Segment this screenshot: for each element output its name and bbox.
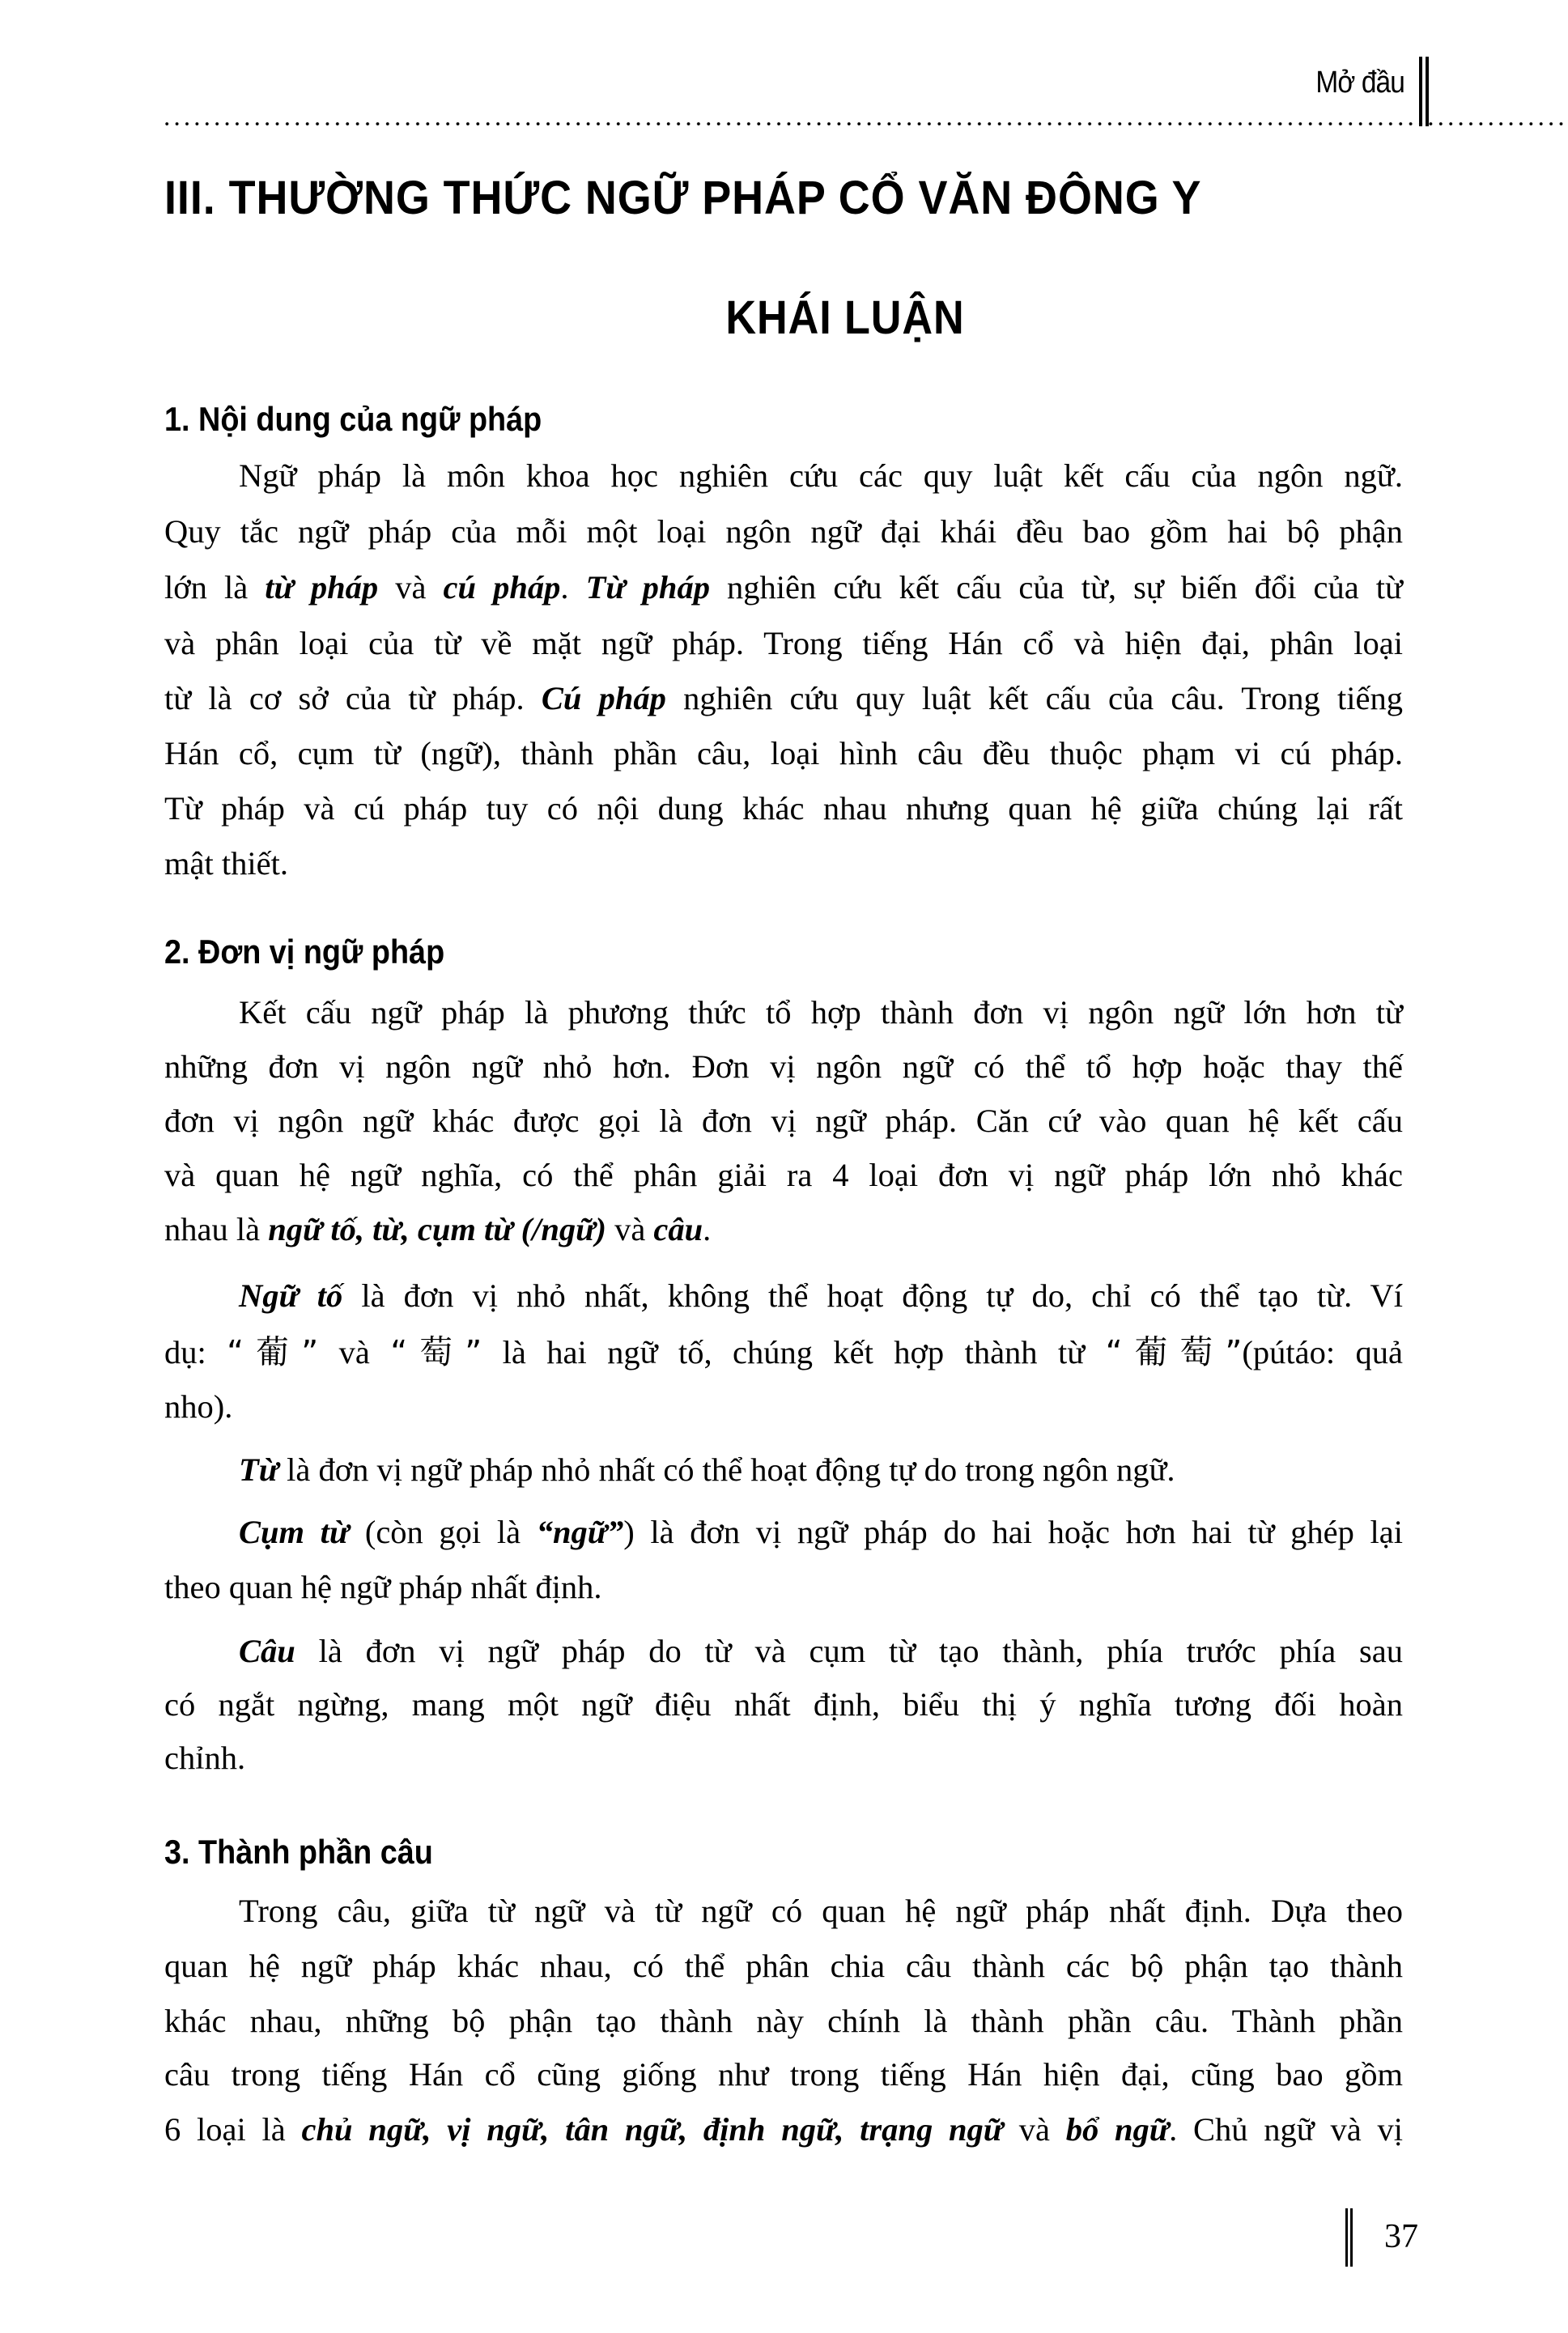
text-run: nghiên cứu quy luật kết cấu của câu. Trong tiếng <box>665 680 1403 716</box>
paragraph-line <box>164 2001 1403 2042</box>
emphasized-term: chủ ngữ, vị ngữ, tân ngữ, định ngữ, trạng ngữ <box>301 2111 1003 2148</box>
text-run: và <box>1003 2111 1066 2148</box>
emphasized-term: Từ pháp <box>585 569 710 606</box>
text-run: là đơn vị ngữ pháp nhỏ nhất có thể hoạt động tự do trong ngôn ngữ. <box>278 1451 1175 1488</box>
emphasized-term: Từ <box>239 1451 279 1488</box>
emphasized-term: câu <box>653 1211 703 1247</box>
chinese-characters: “萄” <box>390 1332 482 1371</box>
text-run: những đơn vị ngôn ngữ nhỏ hơn. Đơn vị ngôn ngữ có thể tổ hợp hoặc thay thế <box>164 1048 1403 1085</box>
text-run: ) là đơn vị ngữ pháp do hai hoặc hơn hai từ ghép lại <box>623 1514 1404 1550</box>
paragraph-line <box>164 788 1403 829</box>
text-run: là hai ngữ tố, chúng kết hợp thành từ <box>482 1334 1106 1370</box>
header-dotted-rule <box>162 121 1568 126</box>
text-run: quan hệ ngữ pháp khác nhau, có thể phân chia câu thành các bộ phận tạo thành <box>164 1948 1403 1984</box>
paragraph-line <box>164 1387 1403 1427</box>
paragraph-line <box>164 512 1403 552</box>
emphasized-term: Câu <box>239 1633 295 1669</box>
text-run: . <box>703 1211 712 1247</box>
text-run: khác nhau, những bộ phận tạo thành này chính là thành phần câu. Thành phần <box>164 2003 1403 2039</box>
emphasized-term: Cú pháp <box>541 680 666 716</box>
paragraph-line <box>164 1946 1403 1987</box>
subtitle-text: KHÁI LUẬN <box>725 291 965 344</box>
paragraph-line <box>164 2055 1403 2095</box>
paragraph-line <box>239 1891 1403 1931</box>
footer-double-rule <box>1345 2208 1353 2267</box>
text-run: câu trong tiếng Hán cổ cũng giống như trong tiếng Hán hiện đại, cũng bao gồm <box>164 2056 1403 2093</box>
text-run: . Chủ ngữ và vị <box>1169 2111 1403 2148</box>
text-run: chỉnh. <box>164 1740 246 1776</box>
text-run: là đơn vị nhỏ nhất, không thể hoạt động tự do, chỉ có thể tạo từ. Ví <box>342 1277 1404 1314</box>
text-run: nhau là <box>164 1211 269 1247</box>
heading-thanh-phan-cau: 3. Thành phần câu <box>164 1833 433 1871</box>
section-subtitle <box>0 291 1568 345</box>
paragraph-line <box>164 1567 1403 1608</box>
paragraph-line <box>164 1738 1403 1778</box>
text-run: (còn gọi là <box>349 1514 537 1550</box>
header-double-rule <box>1419 57 1429 126</box>
paragraph-line <box>164 1209 1403 1250</box>
emphasized-term: cú pháp <box>443 569 561 606</box>
text-run: nho). <box>164 1388 233 1425</box>
text-run: Quy tắc ngữ pháp của mỗi một loại ngôn ngữ đại khái đều bao gồm hai bộ phận <box>164 513 1403 550</box>
text-run: theo quan hệ ngữ pháp nhất định. <box>164 1569 602 1605</box>
text-run: và quan hệ ngữ nghĩa, có thể phân giải ra 4 loại đơn vị ngữ pháp lớn nhỏ khác <box>164 1157 1403 1193</box>
text-run: . <box>560 569 586 606</box>
heading-noi-dung: 1. Nội dung của ngữ pháp <box>164 400 542 438</box>
text-run: Trong câu, giữa từ ngữ và từ ngữ có quan hệ ngữ pháp nhất định. Dựa theo <box>239 1893 1403 1929</box>
text-run: và <box>606 1211 654 1247</box>
paragraph-line <box>164 1332 1403 1373</box>
paragraph-line <box>164 623 1403 664</box>
text-run: là đơn vị ngữ pháp do từ và cụm từ tạo thành, phía trước phía sau <box>295 1633 1403 1669</box>
paragraph-line <box>164 567 1403 608</box>
paragraph-line <box>164 1685 1403 1725</box>
text-run: 6 loại là <box>164 2111 302 2148</box>
paragraph-line <box>239 1450 1403 1490</box>
text-run: và <box>318 1334 391 1370</box>
paragraph-line <box>164 733 1403 774</box>
text-run: đơn vị ngôn ngữ khác được gọi là đơn vị ngữ pháp. Căn cứ vào quan hệ kết cấu <box>164 1103 1403 1139</box>
text-run: từ là cơ sở của từ pháp. <box>164 680 542 716</box>
text-run: Từ pháp và cú pháp tuy có nội dung khác nhau nhưng quan hệ giữa chúng lại rất <box>164 790 1403 827</box>
emphasized-term: Cụm từ <box>239 1514 350 1550</box>
emphasized-term: ngữ tố, từ, cụm từ (/ngữ) <box>268 1211 606 1247</box>
emphasized-term: Ngữ tố <box>239 1277 343 1314</box>
text-run: lớn là <box>164 569 266 606</box>
section-title: III. THƯỜNG THỨC NGỮ PHÁP CỔ VĂN ĐÔNG Y <box>164 172 1202 224</box>
paragraph-line <box>239 1512 1403 1553</box>
paragraph-line <box>164 2110 1403 2150</box>
paragraph-line <box>164 844 1403 884</box>
paragraph-line <box>239 992 1403 1033</box>
text-run: và phân loại của từ về mặt ngữ pháp. Trong tiếng Hán cổ và hiện đại, phân loại <box>164 625 1403 661</box>
emphasized-term: “ngữ” <box>536 1514 624 1550</box>
emphasized-term: bổ ngữ <box>1065 2111 1170 2148</box>
chinese-characters: “葡” <box>227 1332 319 1371</box>
paragraph-line <box>239 1276 1403 1316</box>
text-run: nghiên cứu kết cấu của từ, sự biến đổi của từ <box>709 569 1403 606</box>
paragraph-line <box>164 678 1403 719</box>
heading-don-vi: 2. Đơn vị ngữ pháp <box>164 933 445 971</box>
chinese-characters: “葡萄” <box>1105 1332 1243 1371</box>
running-header-chapter: Mở đầu <box>1315 66 1404 100</box>
text-run: (pútáo: quả <box>1242 1334 1403 1370</box>
page-number: 37 <box>1384 2218 1418 2255</box>
text-run: dụ: <box>164 1334 227 1370</box>
emphasized-term: từ pháp <box>265 569 379 606</box>
paragraph-line <box>164 1101 1403 1141</box>
paragraph-line <box>239 456 1403 496</box>
paragraph-line <box>164 1047 1403 1087</box>
text-run: Hán cổ, cụm từ (ngữ), thành phần câu, loại hình câu đều thuộc phạm vi cú pháp. <box>164 735 1403 771</box>
text-run: Ngữ pháp là môn khoa học nghiên cứu các quy luật kết cấu của ngôn ngữ. <box>239 457 1403 494</box>
text-run: có ngắt ngừng, mang một ngữ điệu nhất định, biểu thị ý nghĩa tương đối hoàn <box>164 1686 1403 1723</box>
text-run: Kết cấu ngữ pháp là phương thức tổ hợp thành đơn vị ngôn ngữ lớn hơn từ <box>239 994 1403 1031</box>
paragraph-line <box>164 1155 1403 1196</box>
text-run: và <box>378 569 444 606</box>
paragraph-line <box>239 1631 1403 1672</box>
text-run: mật thiết. <box>164 845 288 882</box>
